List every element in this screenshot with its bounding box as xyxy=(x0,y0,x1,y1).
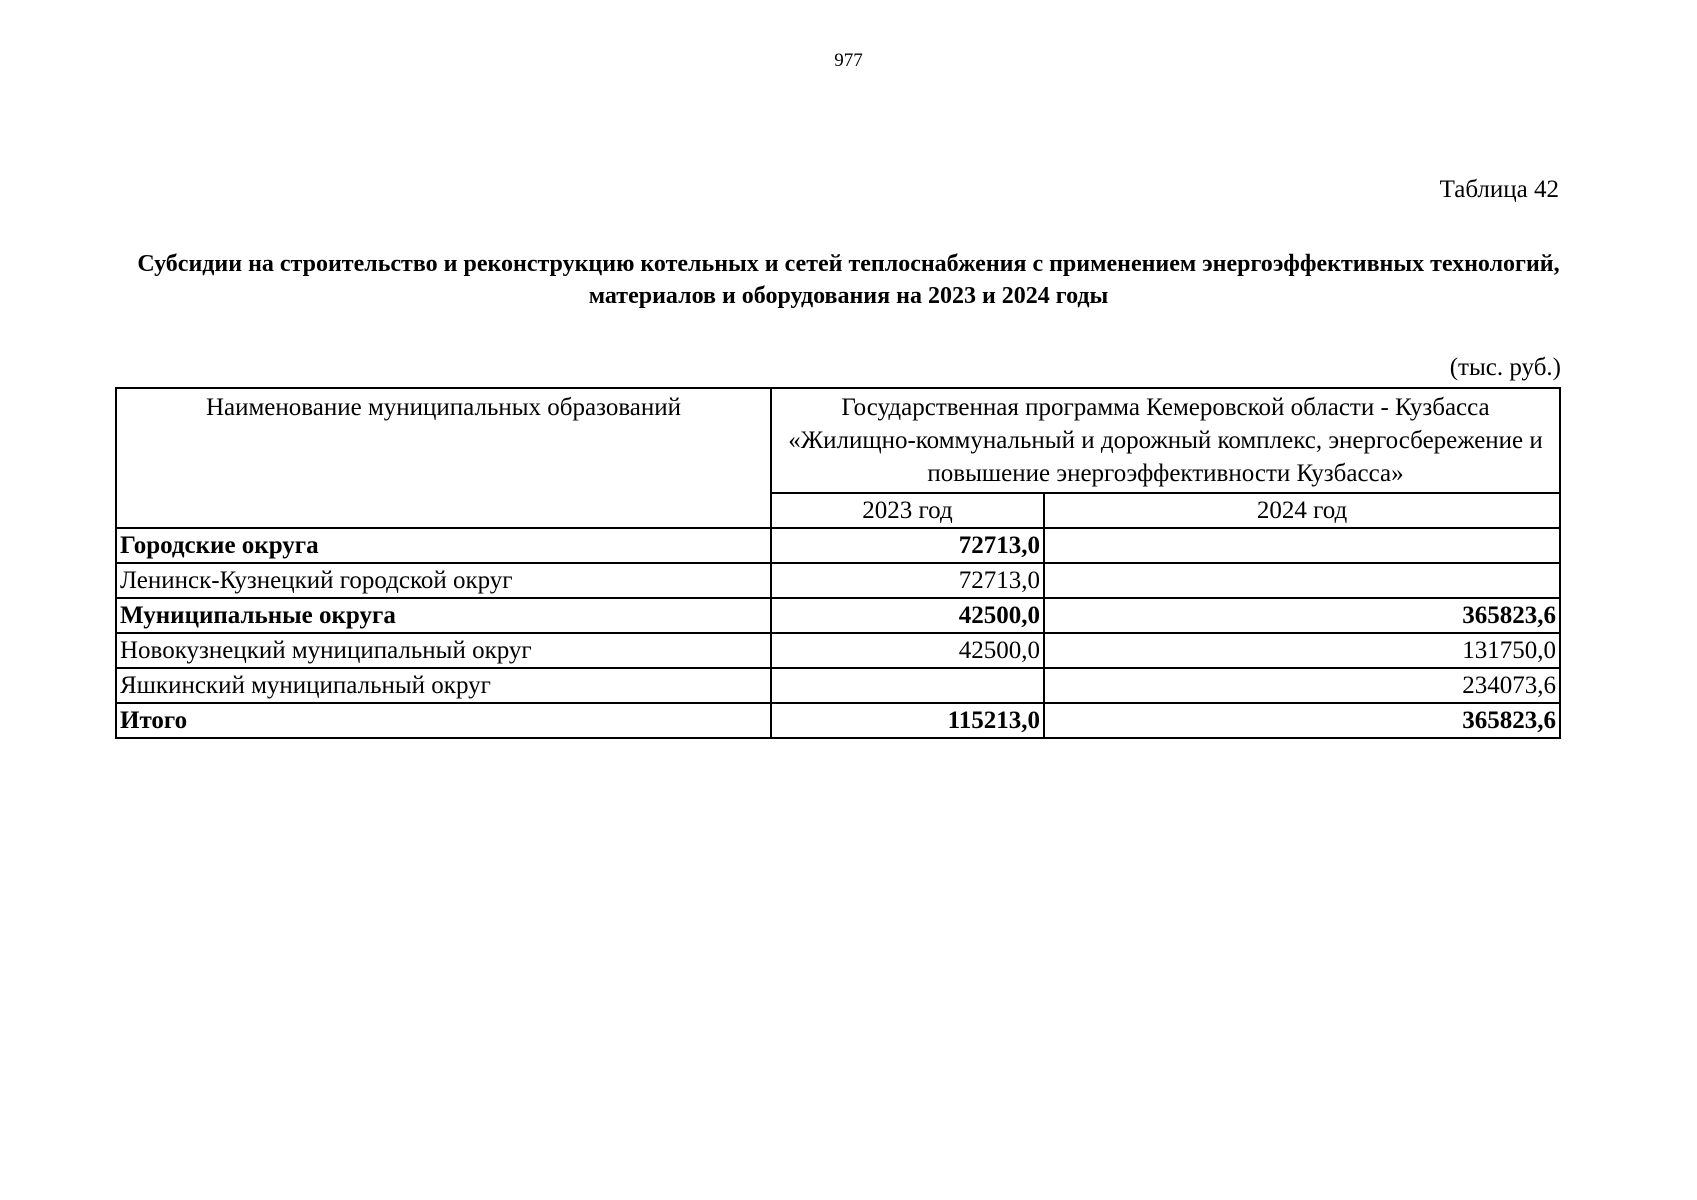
row-value-2024 xyxy=(1044,528,1560,563)
table-row xyxy=(116,668,1560,703)
subsidies-table xyxy=(115,387,1561,739)
row-name: Ленинск-Кузнецкий городской округ xyxy=(116,563,771,598)
row-value-2023: 42500,0 xyxy=(771,598,1044,633)
row-value-2024: 131750,0 xyxy=(1044,633,1560,668)
page-number: 977 xyxy=(834,50,863,71)
row-name: Итого xyxy=(116,703,771,738)
row-value-2023: 72713,0 xyxy=(771,528,1044,563)
table-header-row xyxy=(116,388,1560,493)
row-value-2024: 365823,6 xyxy=(1044,598,1560,633)
header-year-2023: 2023 год xyxy=(771,493,1044,528)
row-name: Яшкинский муниципальный округ xyxy=(116,668,771,703)
table-row xyxy=(116,633,1560,668)
table-label: Таблица 42 xyxy=(1439,176,1559,203)
row-value-2024: 365823,6 xyxy=(1044,703,1560,738)
row-value-2024 xyxy=(1044,563,1560,598)
row-name: Новокузнецкий муниципальный округ xyxy=(116,633,771,668)
row-value-2023: 42500,0 xyxy=(771,633,1044,668)
document-title: Субсидии на строительство и реконструкцию котельных и сетей теплоснабжения с применением энергоэффективных технологий, материалов и оборудования на 2023 и 2024 годы xyxy=(137,251,1560,309)
row-value-2023: 115213,0 xyxy=(771,703,1044,738)
row-value-2023: 72713,0 xyxy=(771,563,1044,598)
row-value-2023 xyxy=(771,668,1044,703)
table-total-row xyxy=(116,703,1560,738)
row-name: Муниципальные округа xyxy=(116,598,771,633)
header-municipality-name: Наименование муниципальных образований xyxy=(116,388,771,528)
units-label: (тыс. руб.) xyxy=(1449,354,1561,381)
table-row xyxy=(116,528,1560,563)
row-value-2024: 234073,6 xyxy=(1044,668,1560,703)
row-name: Городские округа xyxy=(116,528,771,563)
table-row xyxy=(116,598,1560,633)
table-row xyxy=(116,563,1560,598)
header-year-2024: 2024 год xyxy=(1044,493,1560,528)
header-state-program: Государственная программа Кемеровской области - Кузбасса «Жилищно-коммунальный и дорожный комплекс, энергосбережение и повышение энергоэффективности Кузбасса» xyxy=(771,388,1560,493)
